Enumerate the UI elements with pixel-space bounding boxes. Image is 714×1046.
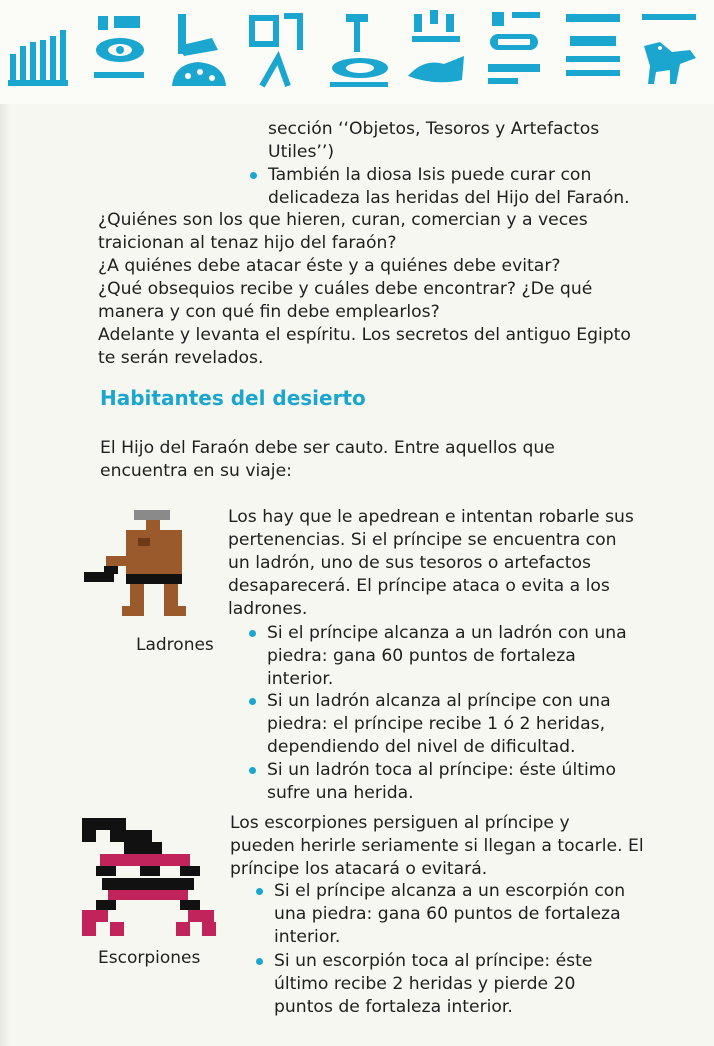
bullet-icon	[256, 888, 263, 895]
eye-glyph-icon	[84, 6, 150, 90]
scorpion-bullet-2-line: Si un escorpión toca al príncipe: éste	[274, 951, 593, 971]
scorpion-desc-line: Los escorpiones persiguen al príncipe y	[230, 813, 570, 833]
chest-glyph-icon	[560, 6, 626, 90]
thief-bullet-2-line: Si un ladrón alcanza al príncipe con una	[267, 691, 611, 711]
bullet-icon	[249, 767, 256, 774]
bread-mound-glyph-icon	[164, 6, 230, 90]
bullet-icon	[249, 630, 256, 637]
thief-bullet-2-line: dependiendo del nivel de dificultad.	[267, 737, 576, 757]
scorpion-desc-line: pueden herirle seriamente si llegan a tocarle. El	[230, 836, 644, 856]
thief-desc-line: pertenencias. Si el príncipe se encuentra con	[228, 530, 617, 550]
intro-line-1: sección ‘‘Objetos, Tesoros y Artefactos	[268, 119, 600, 139]
scorpion-bullet-1-line: interior.	[274, 927, 341, 947]
loop-bars-glyph-icon	[482, 6, 548, 90]
scorpion-sprite	[80, 816, 220, 946]
thief-bullet-3-line: sufre una herida.	[267, 783, 414, 803]
thief-caption: Ladrones	[136, 635, 214, 655]
bullet-icon	[249, 698, 256, 705]
page-edge	[0, 0, 10, 1046]
scorpion-bullet-1-line: una piedra: gana 60 puntos de fortaleza	[274, 904, 621, 924]
thief-sprite	[82, 506, 222, 636]
scorpion-bullet-2-line: último recibe 2 heridas y pierde 20	[274, 974, 576, 994]
question-line: ¿Qué obsequios recibe y cuáles debe encontrar? ¿De qué	[98, 279, 593, 299]
hieroglyph-banner	[0, 0, 714, 104]
thief-bullet-1-line: Si el príncipe alcanza a un ladrón con una	[267, 623, 627, 643]
bird-glyph-icon	[636, 6, 702, 90]
section-intro-line-1: El Hijo del Faraón debe ser cauto. Entre aquellos que	[100, 438, 555, 458]
isis-bullet-line-1: También la diosa Isis puede curar con	[268, 165, 592, 185]
section-title: Habitantes del desierto	[100, 386, 366, 410]
scorpion-bullet-2-line: puntos de fortaleza interior.	[274, 997, 513, 1017]
question-line: traicionan al tenaz hijo del faraón?	[98, 233, 397, 253]
thief-desc-line: ladrones.	[228, 599, 308, 619]
thief-bullet-1-line: interior.	[267, 669, 334, 689]
question-line: ¿Quiénes son los que hieren, curan, comercian y a veces	[98, 210, 588, 230]
question-line: ¿A quiénes debe atacar éste y a quiénes debe evitar?	[98, 256, 561, 276]
eye-standard-glyph-icon	[326, 6, 392, 90]
thief-bullet-3-line: Si un ladrón toca al príncipe: éste último	[267, 760, 617, 780]
water-seated-glyph-icon	[404, 6, 470, 90]
thief-bullet-1-line: piedra: gana 60 puntos de fortaleza	[267, 646, 576, 666]
reeds-glyph-icon	[6, 6, 72, 90]
thief-bullet-2-line: piedra: el príncipe recibe 1 ó 2 heridas,	[267, 714, 606, 734]
question-line: te serán revelados.	[98, 348, 264, 368]
thief-desc-line: un ladrón, uno de sus tesoros o artefactos	[228, 553, 592, 573]
thief-desc-line: Los hay que le apedrean e intentan robarle sus	[228, 507, 634, 527]
isis-bullet-line-2: delicadeza las heridas del Hijo del Faraón.	[268, 188, 630, 208]
question-line: manera y con qué fin debe emplearlos?	[98, 302, 440, 322]
thief-desc-line: desaparecerá. El príncipe ataca o evita a los	[228, 576, 610, 596]
bullet-icon	[250, 172, 257, 179]
house-leg-glyph-icon	[244, 6, 310, 90]
section-intro-line-2: encuentra en su viaje:	[100, 461, 292, 481]
scorpion-desc-line: príncipe los atacará o evitará.	[230, 859, 488, 879]
intro-line-2: Utiles’’)	[268, 142, 335, 162]
scorpion-bullet-1-line: Si el príncipe alcanza a un escorpión con	[274, 881, 626, 901]
question-line: Adelante y levanta el espíritu. Los secretos del antiguo Egipto	[98, 325, 631, 345]
scorpion-caption: Escorpiones	[98, 948, 201, 968]
bullet-icon	[256, 958, 263, 965]
